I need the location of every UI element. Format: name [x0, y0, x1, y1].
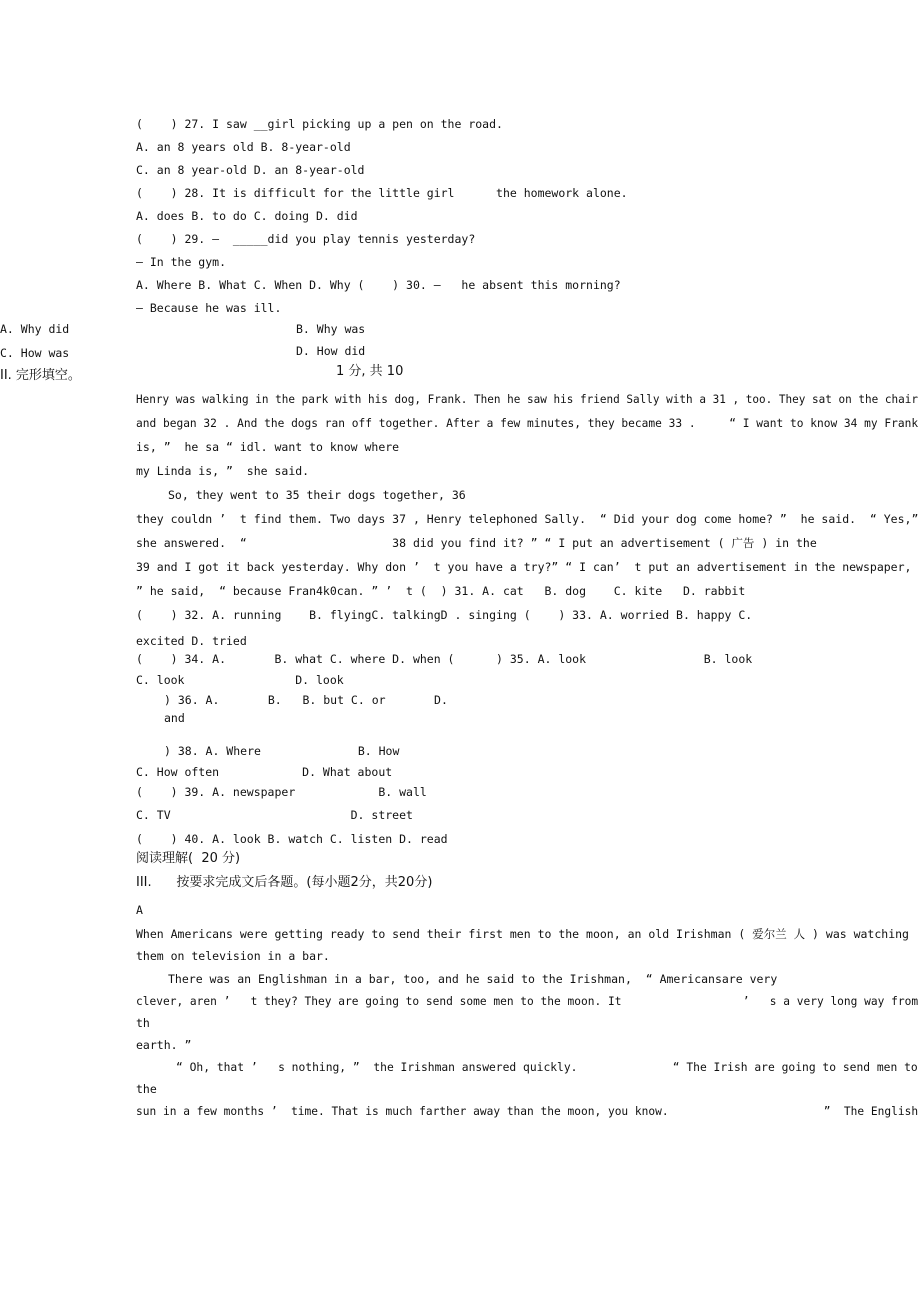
text-line: 1 分, 共 10	[336, 364, 404, 379]
text-line: C. How often D. What about	[136, 765, 393, 779]
text-line: the	[136, 1082, 157, 1096]
text-line: B. Why was	[296, 322, 366, 336]
text-line: III. 按要求完成文后各题。(每小题2分，共20分)	[136, 875, 433, 890]
text-line: — Because he was ill.	[136, 301, 282, 315]
text-line: and	[164, 711, 185, 725]
text-line: ( ) 27. I saw __girl picking up a pen on the road.	[136, 117, 503, 131]
text-line: she answered. “ 38 did you find it? ” “ I put an advertisement ( 广告 ) in the	[136, 536, 817, 550]
text-line: clever, aren ’ t they? They are going to send some men to the moon. It ’ s a very long way from	[136, 994, 919, 1008]
text-line: 39 and I got it back yesterday. Why don ’ t you have a try?” “ I can’ t put an advertisement in the newspaper,	[136, 560, 912, 574]
text-line: C. an 8 year-old D. an 8-year-old	[136, 163, 365, 177]
text-line: So, they went to 35 their dogs together, 36	[168, 488, 466, 502]
text-line: There was an Englishman in a bar, too, and he said to the Irishman, “ Americansare very	[168, 972, 778, 986]
text-line: A	[136, 903, 143, 917]
text-line: A. an 8 years old B. 8-year-old	[136, 140, 351, 154]
text-line: A. Why did	[0, 322, 70, 336]
text-line: ( ) 39. A. newspaper B. wall	[136, 785, 427, 799]
text-line: my Linda is, ” she said.	[136, 464, 310, 478]
text-line: ) 38. A. Where B. How	[164, 744, 400, 758]
text-line: Henry was walking in the park with his dog, Frank. Then he saw his friend Sally with a 31 , too. They sat on the chair	[136, 392, 919, 406]
text-line: — In the gym.	[136, 255, 227, 269]
text-line: excited D. tried	[136, 634, 247, 648]
text-line: A. Where B. What C. When D. Why ( ) 30. — he absent this morning?	[136, 278, 621, 292]
text-line: ” he said, “ because Fran4k0can. ” ’ t ( ) 31. A. cat B. dog C. kite D. rabbit	[136, 584, 746, 598]
text-line: “ Oh, that ’ s nothing, ” the Irishman answered quickly. “ The Irish are going to send men to	[176, 1060, 918, 1074]
text-line: C. How was	[0, 346, 70, 360]
text-line: ( ) 29. — _____did you play tennis yesterday?	[136, 232, 476, 246]
text-line: th	[136, 1016, 150, 1030]
text-line: ) 36. A. B. B. but C. or D.	[164, 693, 448, 707]
text-line: 阅读理解( 20 分)	[136, 851, 241, 866]
text-line: is, ” he sa “ idl. want to know where	[136, 440, 400, 454]
text-line: When Americans were getting ready to send their first men to the moon, an old Irishman ( 爱尔兰 人 ) was watching	[136, 927, 909, 941]
text-line: earth. ”	[136, 1038, 192, 1052]
text-line: them on television in a bar.	[136, 949, 330, 963]
text-line: C. TV D. street	[136, 808, 413, 822]
text-line: ( ) 40. A. look B. watch C. listen D. read	[136, 832, 448, 846]
text-line: C. look D. look	[136, 673, 344, 687]
text-line: they couldn ’ t find them. Two days 37 , Henry telephoned Sally. “ Did your dog come home? ” he said. “ Yes,”	[136, 512, 919, 526]
text-line: ( ) 28. It is difficult for the little girl the homework alone.	[136, 186, 628, 200]
text-line: and began 32 . And the dogs ran off together. After a few minutes, they became 33 . “ I want to know 34 my Frank	[136, 416, 919, 430]
text-line: ( ) 34. A. B. what C. where D. when ( ) 35. A. look B. look	[136, 652, 753, 666]
text-line: D. How did	[296, 344, 366, 358]
text-line: II. 完形填空。	[0, 368, 81, 383]
text-line: A. does B. to do C. doing D. did	[136, 209, 358, 223]
text-line: sun in a few months ’ time. That is much farther away than the moon, you know. ” The English	[136, 1104, 919, 1118]
text-line: ( ) 32. A. running B. flyingC. talkingD . singing ( ) 33. A. worried B. happy C.	[136, 608, 753, 622]
